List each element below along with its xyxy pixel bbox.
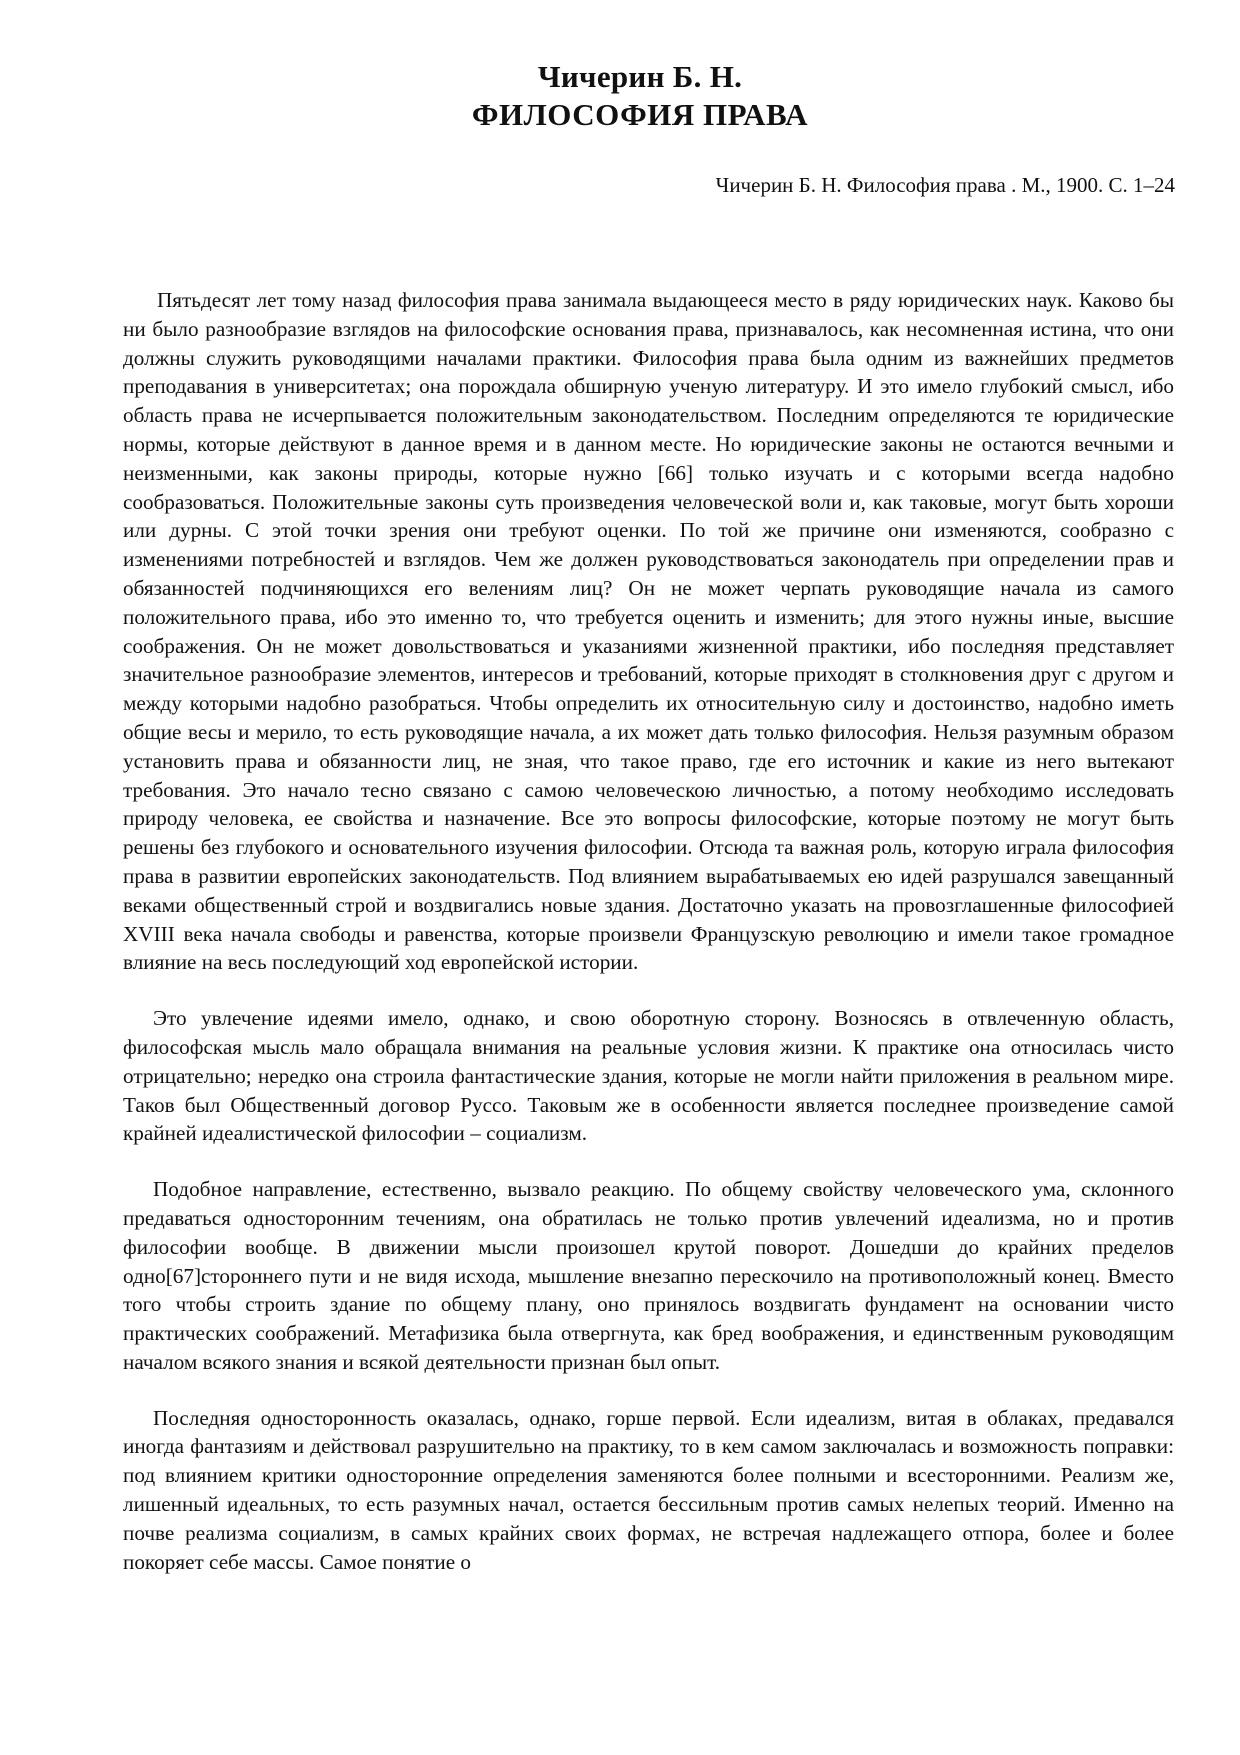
- author-name: Чичерин Б. Н.: [537, 59, 743, 94]
- paragraph: Подобное направление, естественно, вызвало реакцию. По общему свойству человеческого ума, склонного предаваться односторонним течениям, она обратилась не только против увлечений идеализма, но и против философии вообще. В движении мысли произошел крутой поворот. Дошедши до крайних пределов одно[67]стороннего пути и не видя исхода, мышление внезапно перескочило на противоположный конец. Вместо того чтобы строить здание по общему плану, оно принялось воздвигать фундамент на основании чисто практических соображений. Метафизика была отвергнута, как бред воображения, и единственным руководящим началом всякого знания и всякой деятельности признан был опыт.: [123, 1177, 1174, 1374]
- paragraph: Это увлечение идеями имело, однако, и свою оборотную сторону. Возносясь в отвлеченную область, философская мысль мало обращала внимания на реальные условия жизни. К практике она относилась чисто отрицательно; нередко она строила фантастические здания, которые не могли найти приложения в реальном мире. Таков был Общественный договор Руссо. Таковым же в особенности является последнее произведение самой крайней идеалистической философии – социализм.: [123, 1006, 1174, 1146]
- document-title: ФИЛОСОФИЯ ПРАВА: [471, 97, 809, 132]
- paragraph: Пятьдесят лет тому назад философия права занимала выдающееся место в ряду юридических наук. Каково бы ни было разнообразие взглядов на философские основания права, признавалось, как несомненная истина, что они должны служить руководящими началами практики. Философия права была одним из важнейших предметов преподавания в университетах; она порождала обширную ученую литературу. И это имело глубокий смысл, ибо область права не исчерпывается положительным законодательством. Последним определяются те юридические нормы, которые действуют в данное время и в данном месте. Но юридические законы не остаются вечными и неизменными, как законы природы, которые нужно [66] только изучать и с которыми всегда надобно сообразоваться. Положительные законы суть произведения человеческой воли и, как таковые, могут быть хороши или дурны. С этой точки зрения они требуют оценки. По той же причине они изменяются, сообразно с изменениями потребностей и взглядов. Чем же должен руководствоваться законодатель при определении прав и обязанностей подчиняющихся его велениям лиц? Он не может черпать руководящие начала из самого положительного права, ибо это именно то, что требуется оценить и изменить; для этого нужны иные, высшие соображения. Он не может довольствоваться и указаниями жизненной практики, ибо последняя представляет значительное разнообразие элементов, интересов и требований, которые приходят в столкновения друг с другом и между которыми надобно разобраться. Чтобы определить их относительную силу и достоинство, надобно иметь общие весы и мерило, то есть руководящие начала, а их может дать только философия. Нельзя разумным образом установить права и обязанности лиц, не зная, что такое право, где его источник и какие из него вытекают требования. Это начало тесно связано с самою человеческою личностью, а потому необходимо исследовать природу человека, ее свойства и назначение. Все это вопросы философские, которые поэтому не могут быть решены без глубокого и основательного изучения философии. Отсюда та важная роль, которую играла философия права в развитии европейских законодательств. Под влиянием вырабатываемых ею идей разрушался завещанный веками общественный строй и воздвигались новые здания. Достаточно указать на провозглашенные философией XVIII века начала свободы и равенства, которые произвели Французскую революцию и имели такое громадное влияние на весь последующий ход европейской истории.: [123, 288, 1174, 975]
- body-text: [123, 286, 1174, 1603]
- document-header: [0, 58, 1240, 134]
- paragraph: Последняя односторонность оказалась, однако, горше первой. Если идеализм, витая в облаках, предавался иногда фантазиям и действовал разрушительно на практику, то в кем самом заключалась и возможность поправки: под влиянием критики односторонние определения заменяются более полными и всесторонними. Реализм же, лишенный идеальных, то есть разумных начал, остается бессильным против самых нелепых теорий. Именно на почве реализма социализм, в самых крайних своих формах, не встречая надлежащего отпора, более и более покоряет себе массы. Самое понятие о: [123, 1405, 1174, 1574]
- bibliographic-citation: Чичерин Б. Н. Философия права . М., 1900. С. 1–24: [715, 173, 1175, 197]
